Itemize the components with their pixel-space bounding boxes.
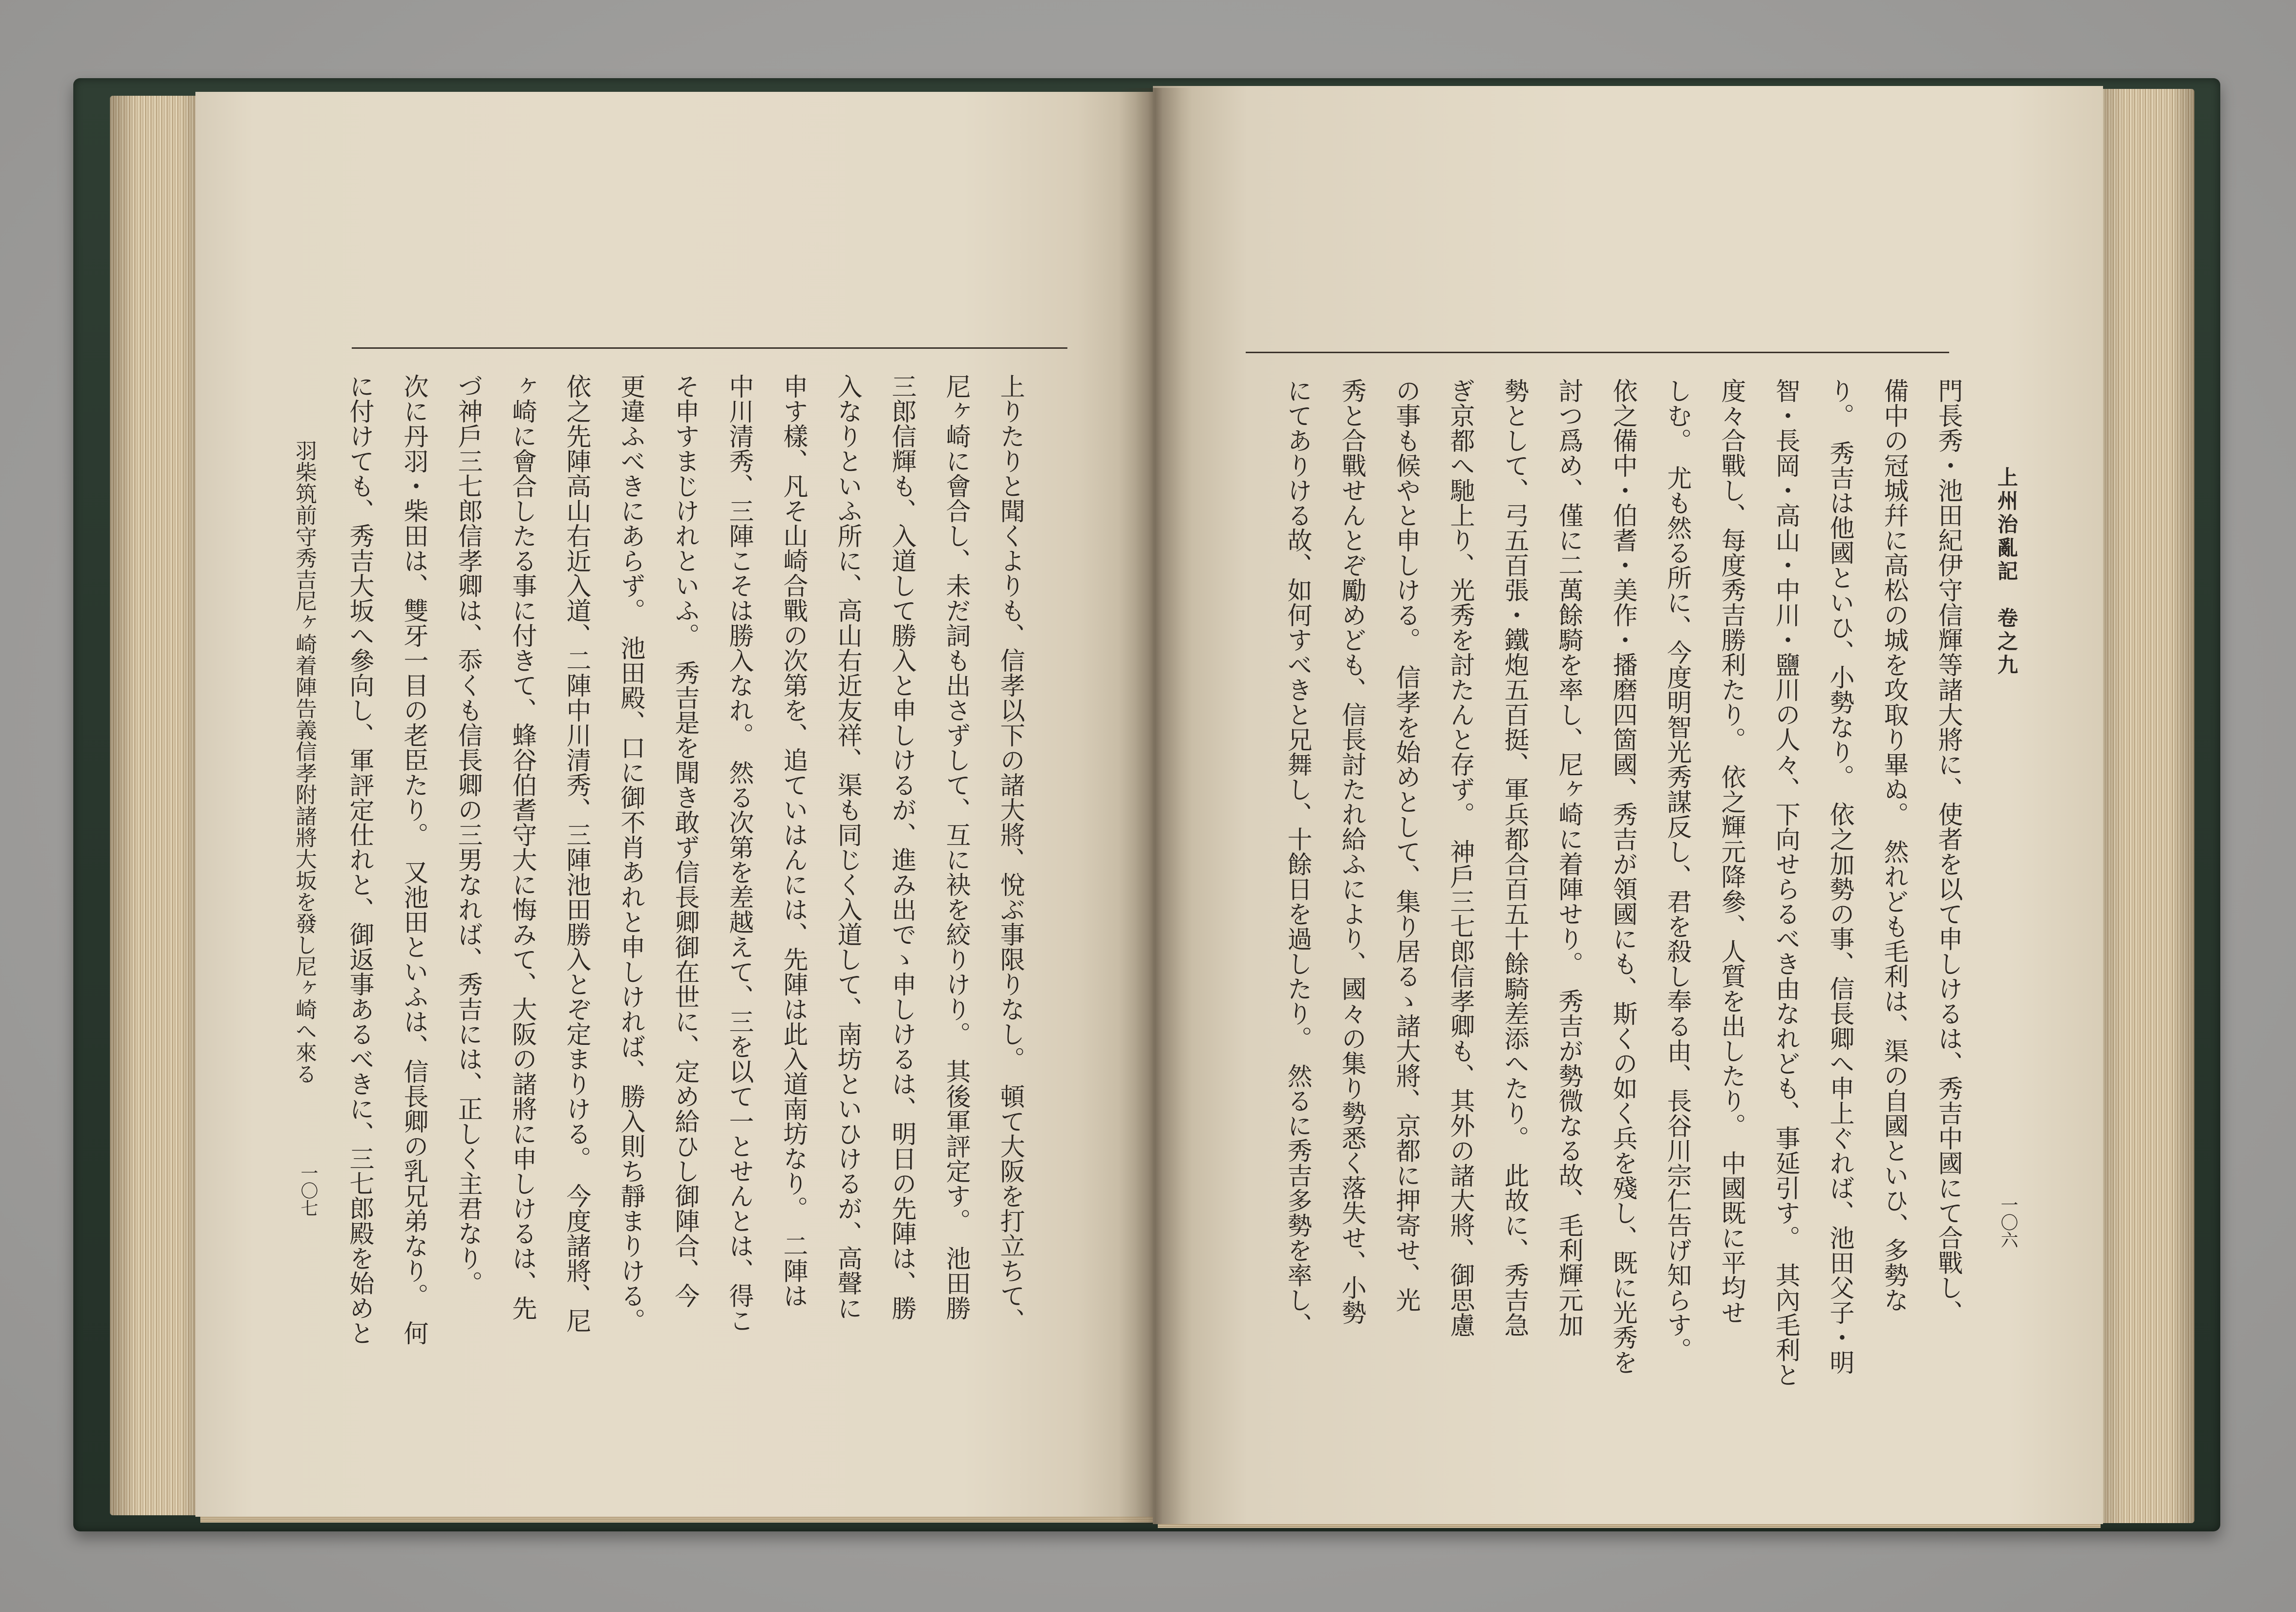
text-column: 三郎信輝も、入道して勝入と申しけるが、進み出でゝ申しけるは、明日の先陣は、勝: [887, 374, 916, 1320]
right-page: [1153, 86, 2103, 1524]
text-column: 依之先陣高山右近入道、二陣中川清秀、三陣池田勝入とぞ定まりける。 今度諸將、尼: [562, 374, 591, 1333]
page-edges-left: [110, 96, 198, 1515]
text-column: 秀と合戰せんとぞ勵めども、信長討たれ給ふにより、國々の集り勢悉く落失せ、小勢: [1337, 378, 1366, 1325]
text-column: り。 秀吉は他國といひ、小勢なり。 依之加勢の事、信長卿へ申上ぐれば、池田父子・明: [1825, 378, 1854, 1375]
text-column: しむ。 尤も然る所に、今度明智光秀謀反し、君を殺し奉る由、長谷川宗仁告げ知らす。: [1662, 378, 1691, 1362]
running-head: 上州治亂記 卷之九: [1995, 467, 2019, 678]
text-column: の事も候やと申しける。 信孝を始めとして、集り居るゝ諸大將、京都に押寄せ、光: [1391, 378, 1420, 1313]
header-rule: [1246, 352, 1949, 353]
text-column: ぎ京都へ馳上り、光秀を討たんと存ず。 神戶三七郎信孝卿も、其外の諸大將、御思慮: [1446, 378, 1474, 1337]
text-column: に付けても、秀吉大坂へ參向し、軍評定仕れと、御返事あるべきに、三七郎殿を始めと: [345, 374, 374, 1345]
text-column: 勢として、弓五百張・鐵炮五百挺、軍兵都合百五十餘騎差添へたり。 此故に、秀吉急: [1500, 378, 1529, 1337]
text-column: 尼ヶ崎に會合し、未だ詞も出さずして、互に袂を絞りけり。 其後軍評定す。 池田勝: [941, 374, 970, 1320]
page-number: 一〇六: [1998, 1196, 2018, 1249]
text-column: 申す樣、凡そ山崎合戰の次第を、追ていはんには、先陣は此入道南坊なり。 二陣は: [779, 374, 808, 1308]
text-column: ヶ崎に會合したる事に付きて、蜂谷伯耆守大に悔みて、大阪の諸將に申しけるは、先: [508, 374, 536, 1320]
text-column: 智・長岡・高山・中川・鹽川の人々、下向せらるべき由なれども、事延引す。 其內毛利と: [1771, 378, 1800, 1387]
left-page-text: [332, 374, 1037, 1392]
text-column: 上りたりと聞くよりも、信孝以下の諸大將、悅ぶ事限りなし。 頓て大阪を打立ちて、: [996, 374, 1024, 1333]
text-column: 入なりといふ所に、高山右近友祥、渠も同じく入道して、南坊といひけるが、高聲に: [833, 374, 862, 1320]
text-column: 依之備中・伯耆・美作・播磨四箇國、秀吉が領國にも、斯くの如く兵を殘し、既に光秀を: [1608, 378, 1637, 1375]
page-edges-right: [2101, 89, 2194, 1523]
text-column: 次に丹羽・柴田は、雙牙一目の老臣たり。 又池田といふは、信長卿の乳兄弟なり。 何: [399, 374, 428, 1345]
right-page-text: [1270, 378, 1975, 1397]
text-column: にてありける故、如何すべきと兄舞し、十餘日を過したり。 然るに秀吉多勢を率し、: [1283, 378, 1312, 1337]
left-page: [195, 92, 1154, 1517]
text-column: 中川清秀、三陣こそは勝入なれ。 然る次第を差越えて、三を以て一とせんとは、得こ: [724, 374, 753, 1333]
text-column: 門長秀・池田紀伊守信輝等諸大將に、使者を以て申しけるは、秀吉中國にて合戰し、: [1934, 378, 1962, 1325]
text-column: 更違ふべきにあらず。 池田殿、口に御不肖あれと申しければ、勝入則ち靜まりける。: [616, 374, 645, 1333]
page-bottom-edge-left: [200, 1516, 1153, 1523]
text-column: 備中の冠城幷に高松の城を攻取り畢ぬ。 然れども毛利は、渠の自國といひ、多勢な: [1879, 378, 1908, 1313]
text-column: そ申すまじけれといふ。 秀吉是を聞き敢ず信長卿御在世に、定め給ひし御陣合、今: [670, 374, 699, 1308]
page-number: 一〇七: [298, 1164, 318, 1217]
text-column: 討つ爲め、僅に二萬餘騎を率し、尼ヶ崎に着陣せり。 秀吉が勢微なる故、毛利輝元加: [1554, 378, 1583, 1337]
text-column: 度々合戰し、每度秀吉勝利たり。 依之輝元降參、人質を出したり。 中國既に平均せ: [1717, 378, 1745, 1325]
header-rule: [352, 347, 1067, 349]
text-column: づ神戶三七郎信孝卿は、忝くも信長卿の三男なれば、秀吉には、正しく主君なり。: [453, 374, 482, 1295]
running-foot: 羽柴筑前守秀吉尼ヶ崎着陣告義信孝附諸將大坂を發し尼ヶ崎へ來る: [292, 440, 317, 1084]
